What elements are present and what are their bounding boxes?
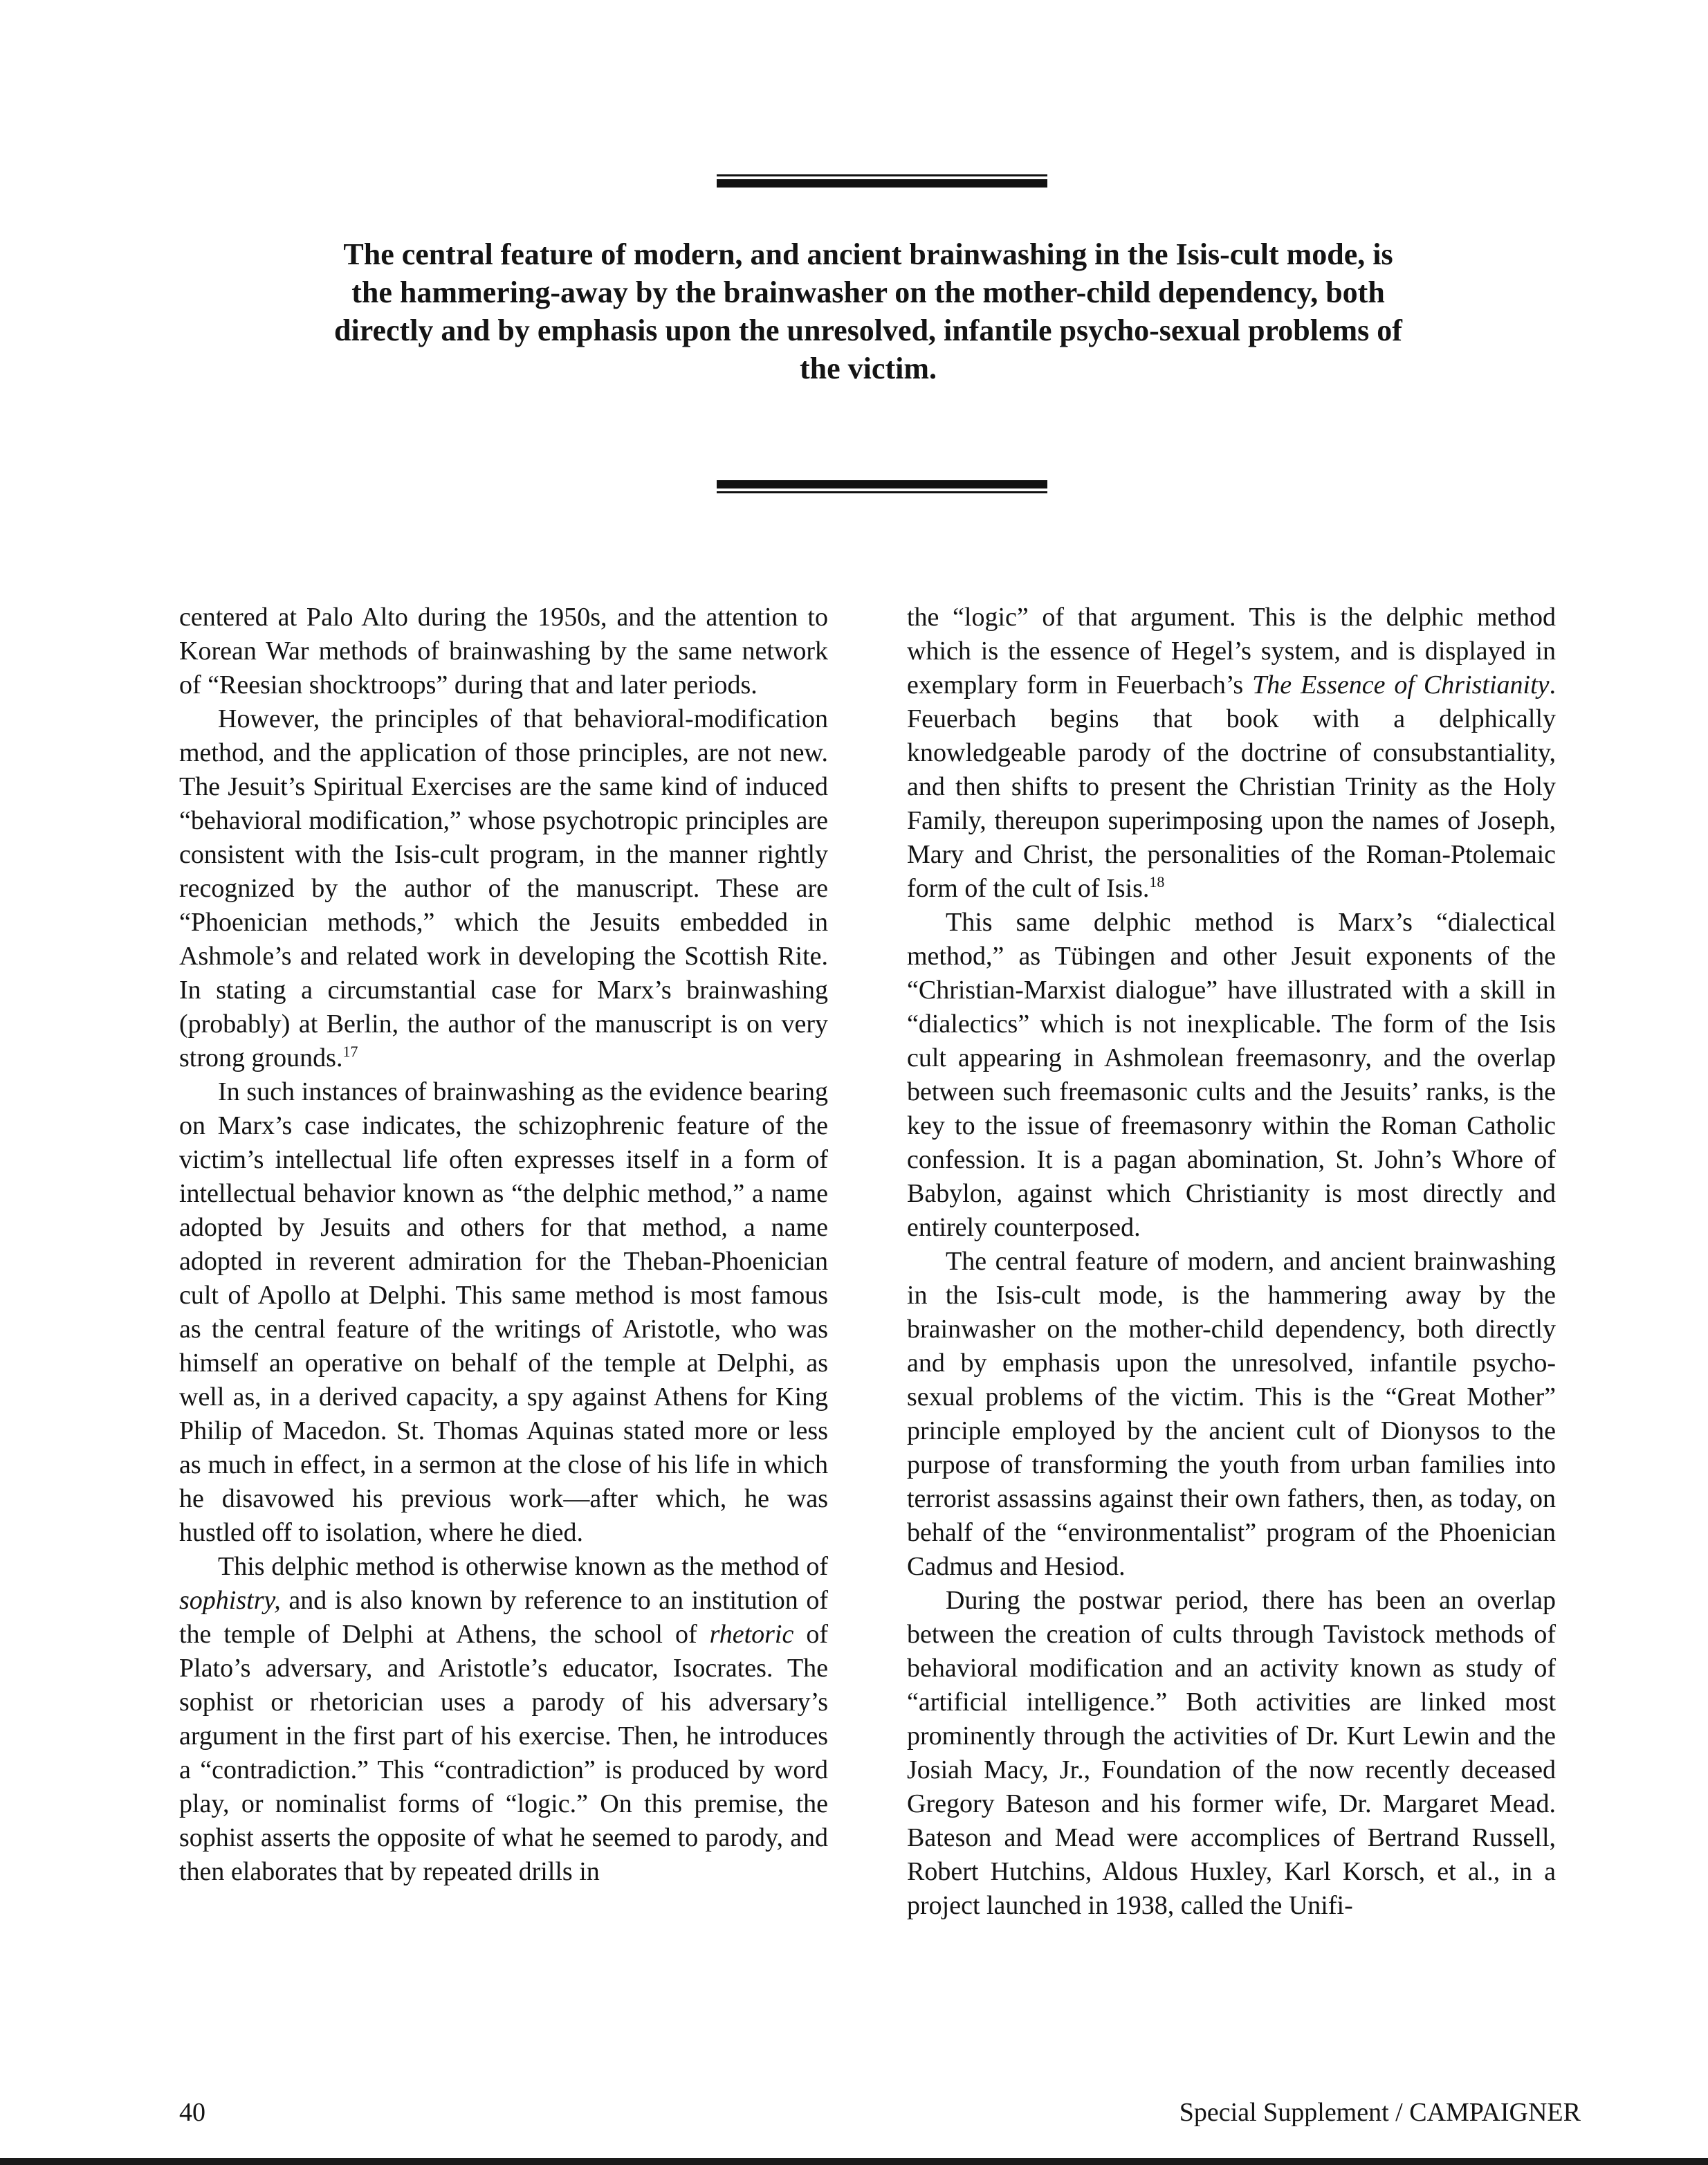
paragraph: However, the principles of that behavioral-modification method, and the application of those principles, are not new. The Jesuit’s Spiritual Exercises are the same kind of induced “behavioral modification,” whose psychotropic principles are consistent with the Isis-cult program, in the manner rightly recognized by the author of the manuscript. These are “Phoenician methods,” which the Jesuits embedded in Ashmole’s and related work in developing the Scottish Rite. In stating a circumstantial case for Marx’s brainwashing (probably) at Berlin, the author of the manuscript is on very strong grounds.$^{17}$ xyxy=(179,704,828,1072)
paragraph: centered at Palo Alto during the 1950s, and the attention to Korean War methods of brainwashing by the same network of “Reesian shocktroops” during that and later periods. xyxy=(179,603,828,700)
paragraph: the “logic” of that argument. This is the delphic method which is the essence of Hegel’s system, and is displayed in exemplary form in Feuerbach’s The Essence of Christianity. Feuerbach begins that book with a delphically knowledgeable parody of the doctrine of consubstantiality, and then shifts to present the Christian Trinity as the Holy Family, thereupon superimposing upon the names of Joseph, Mary and Christ, the personalities of the Roman-Ptolemaic form of the cult of Isis.$^{18}$ xyxy=(907,603,1556,903)
running-footer: Special Supplement / CAMPAIGNER xyxy=(1179,2098,1581,2127)
emphasis: rhetoric xyxy=(709,1620,794,1649)
page-number: 40 xyxy=(179,2098,205,2127)
pull-quote: The central feature of modern, and ancient brainwashing in the Isis-cult mode, is the hammering-away by the brainwasher on the mother-child dependency, both directly and by emphasis upon the unresolved, infantile psycho-sexual problems of the victim. xyxy=(334,237,1402,385)
book-title: The Essence of Christianity xyxy=(1252,670,1550,700)
footnote-ref: 17 xyxy=(342,1043,358,1060)
page-bottom-edge xyxy=(0,2158,1708,2165)
left-column xyxy=(179,601,828,1889)
paragraph: During the postwar period, there has been an overlap between the creation of cults through Tavistock methods of behavioral modification and an activity known as study of “artificial intelligence.” Both activities are linked most prominently through the activities of Dr. Kurt Lewin and the Josiah Macy, Jr., Foundation of the now recently deceased Gregory Bateson and his former wife, Dr. Margaret Mead. Bateson and Mead were accomplices of Bertrand Russell, Robert Hutchins, Aldous Huxley, Karl Korsch, et al., in a project launched in 1938, called the Unifi- xyxy=(907,1586,1556,1920)
paragraph: The central feature of modern, and ancient brainwashing in the Isis-cult mode, is the hammering away by the brainwasher on the mother-child dependency, both directly and by emphasis upon the unresolved, infantile psycho-sexual problems of the victim. This is the “Great Mother” principle employed by the ancient cult of Dionysos to the purpose of transforming the youth from urban families into terrorist assassins against their own fathers, then, as today, on behalf of the “environmentalist” program of the Phoenician Cadmus and Hesiod. xyxy=(907,1247,1556,1581)
bottom-decorative-rule xyxy=(717,480,1047,493)
paragraph: This delphic method is otherwise known as the method of sophistry, and is also known by reference to an institution of the temple of Delphi at Athens, the school of rhetoric of Plato’s adversary, and Aristotle’s educator, Isocrates. The sophist or rhetorician uses a parody of his adversary’s argument in the first part of his exercise. Then, he introduces a “contradiction.” This “contradiction” is produced by word play, or nominalist forms of “logic.” On this premise, the sophist asserts the opposite of what he seemed to parody, and then elaborates that by repeated drills in xyxy=(179,1552,829,1886)
footnote-ref: 18 xyxy=(1149,873,1165,890)
top-decorative-rule xyxy=(717,174,1047,188)
emphasis: sophistry, xyxy=(179,1586,281,1615)
right-column xyxy=(907,601,1556,1923)
paragraph: In such instances of brainwashing as the evidence bearing on Marx’s case indicates, the schizophrenic feature of the victim’s intellectual life often expresses itself in a form of intellectual behavior known as “the delphic method,” a name adopted by Jesuits and others for that method, a name adopted in reverent admiration for the Theban-Phoenician cult of Apollo at Delphi. This same method is most famous as the central feature of the writings of Aristotle, who was himself an operative on behalf of the temple at Delphi, as well as, in a derived capacity, a spy against Athens for King Philip of Macedon. St. Thomas Aquinas stated more or less as much in effect, in a sermon at the close of his life in which he disavowed his previous work—after which, he was hustled off to isolation, where he died. xyxy=(179,1077,828,1547)
paragraph: This same delphic method is Marx’s “dialectical method,” as Tübingen and other Jesuit exponents of the “Christian-Marxist dialogue” have illustrated with a skill in “dialectics” which is not inexplicable. The form of the Isis cult appearing in Ashmolean freemasonry, and the overlap between such freemasonic cults and the Jesuits’ ranks, is the key to the issue of freemasonry within the Roman Catholic confession. It is a pagan abomination, St. John’s Whore of Babylon, against which Christianity is most directly and entirely counterposed. xyxy=(907,908,1556,1242)
